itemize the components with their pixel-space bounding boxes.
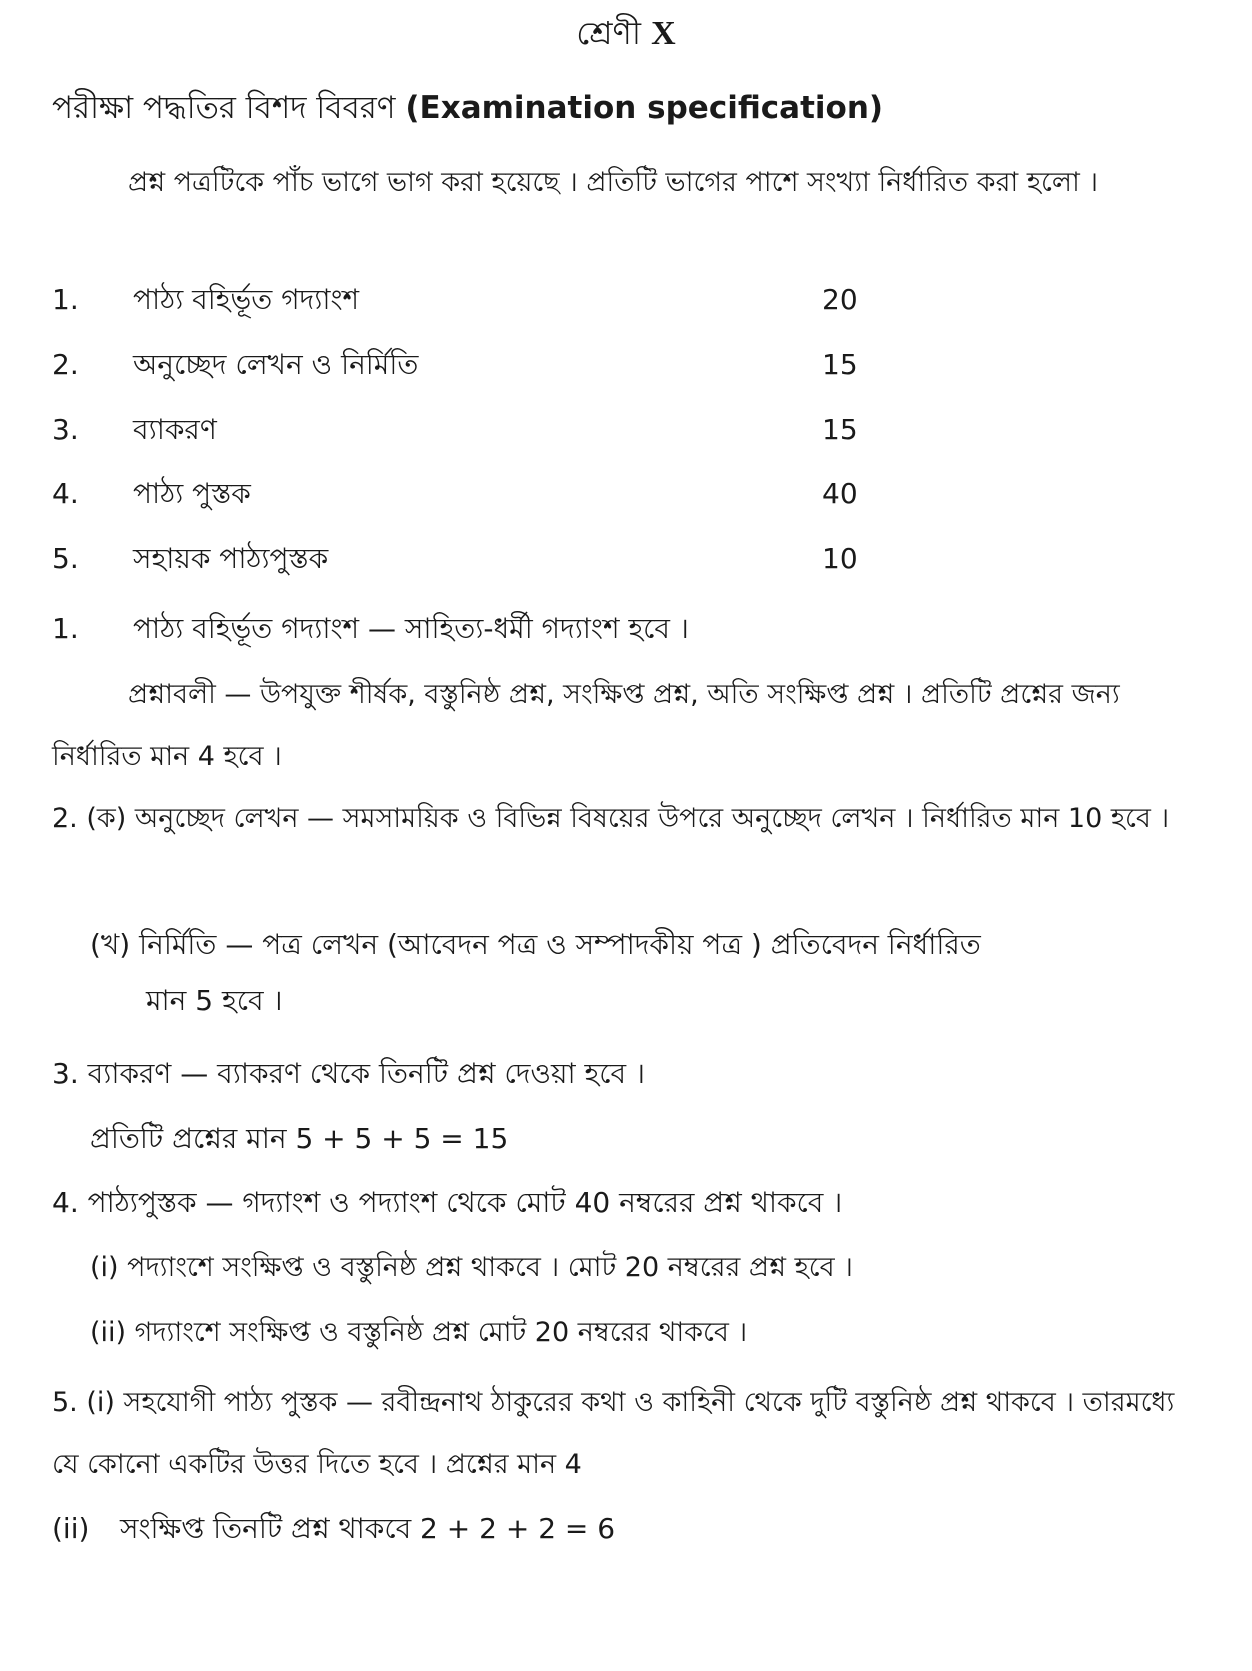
detail-1-num: 1. xyxy=(52,612,79,645)
section-label: পাঠ্য বহির্ভূত গদ্যাংশ xyxy=(133,283,360,316)
detail-5-ii: সংক্ষিপ্ত তিনটি প্রশ্ন থাকবে 2 + 2 + 2 = 6 xyxy=(120,1512,616,1545)
intro-paragraph xyxy=(52,152,1202,214)
section-label: সহায়ক পাঠ্যপুস্তক xyxy=(133,542,329,575)
class-grade: X xyxy=(651,15,676,52)
class-title xyxy=(0,14,1252,55)
spec-heading xyxy=(52,90,883,127)
detail-1-text: পাঠ্য বহির্ভূত গদ্যাংশ — সাহিত্য-ধর্মী গদ্যাংশ হবে । xyxy=(133,612,689,645)
detail-4: 4. পাঠ্যপুস্তক — গদ্যাংশ ও পদ্যাংশ থেকে মোট 40 নম্বরের প্রশ্ন থাকবে । xyxy=(52,1186,843,1219)
detail-5-ii-num: (ii) xyxy=(52,1512,90,1545)
section-label: অনুচ্ছেদ লেখন ও নির্মিতি xyxy=(133,348,419,381)
section-num: 1. xyxy=(52,283,79,316)
section-num: 2. xyxy=(52,348,79,381)
spec-heading-bengali: পরীক্ষা পদ্ধতির বিশদ বিবরণ xyxy=(52,90,396,126)
detail-1-questions xyxy=(52,664,1202,788)
section-num: 3. xyxy=(52,413,79,446)
detail-2b-line1: (খ) নির্মিতি — পত্র লেখন (আবেদন পত্র ও সম্পাদকীয় পত্র ) প্রতিবেদন নির্ধারিত xyxy=(90,928,981,961)
class-title-prefix: শ্রেণী xyxy=(576,14,641,52)
section-marks: 10 xyxy=(822,542,858,575)
section-marks: 40 xyxy=(822,477,858,510)
intro-text: প্রশ্ন পত্রটিকে পাঁচ ভাগে ভাগ করা হয়েছে । প্রতিটি ভাগের পাশে সংখ্যা নির্ধারিত করা হলো । xyxy=(128,167,1099,198)
section-label: ব্যাকরণ xyxy=(133,413,217,446)
detail-5-i-text: 5. (i) সহযোগী পাঠ্য পুস্তক — রবীন্দ্রনাথ ঠাকুরের কথা ও কাহিনী থেকে দুটি বস্তুনিষ্ঠ প্রশ্ন থাকবে । তারমধ্যে যে কোনো একটির উত্তর দিতে হবে । প্রশ্নের মান 4 xyxy=(52,1387,1175,1480)
detail-4-i: (i) পদ্যাংশে সংক্ষিপ্ত ও বস্তুনিষ্ঠ প্রশ্ন থাকবে । মোট 20 নম্বরের প্রশ্ন হবে । xyxy=(90,1252,853,1283)
detail-2a xyxy=(52,788,1202,850)
section-marks: 20 xyxy=(822,283,858,316)
detail-1-questions-text: প্রশ্নাবলী — উপযুক্ত শীর্ষক, বস্তুনিষ্ঠ প্রশ্ন, সংক্ষিপ্ত প্রশ্ন, অতি সংক্ষিপ্ত প্রশ্ন । প্রতিটি প্রশ্নের জন্য নির্ধারিত মান 4 হবে । xyxy=(52,679,1120,772)
section-label: পাঠ্য পুস্তক xyxy=(133,477,251,510)
detail-4-ii: (ii) গদ্যাংশে সংক্ষিপ্ত ও বস্তুনিষ্ঠ প্রশ্ন মোট 20 নম্বরের থাকবে । xyxy=(90,1317,748,1348)
section-marks: 15 xyxy=(822,413,858,446)
detail-3: 3. ব্যাকরণ — ব্যাকরণ থেকে তিনটি প্রশ্ন দেওয়া হবে । xyxy=(52,1057,646,1090)
detail-2b-line2: মান 5 হবে । xyxy=(146,984,283,1017)
detail-5-i xyxy=(52,1372,1202,1496)
detail-2a-text: 2. (ক) অনুচ্ছেদ লেখন — সমসাময়িক ও বিভিন্ন বিষয়ের উপরে অনুচ্ছেদ লেখন । নির্ধারিত মান 10 হবে । xyxy=(52,803,1170,834)
section-num: 5. xyxy=(52,542,79,575)
section-marks: 15 xyxy=(822,348,858,381)
spec-heading-english: (Examination specification) xyxy=(405,90,884,126)
section-num: 4. xyxy=(52,477,79,510)
detail-3-marks: প্রতিটি প্রশ্নের মান 5 + 5 + 5 = 15 xyxy=(90,1122,509,1155)
